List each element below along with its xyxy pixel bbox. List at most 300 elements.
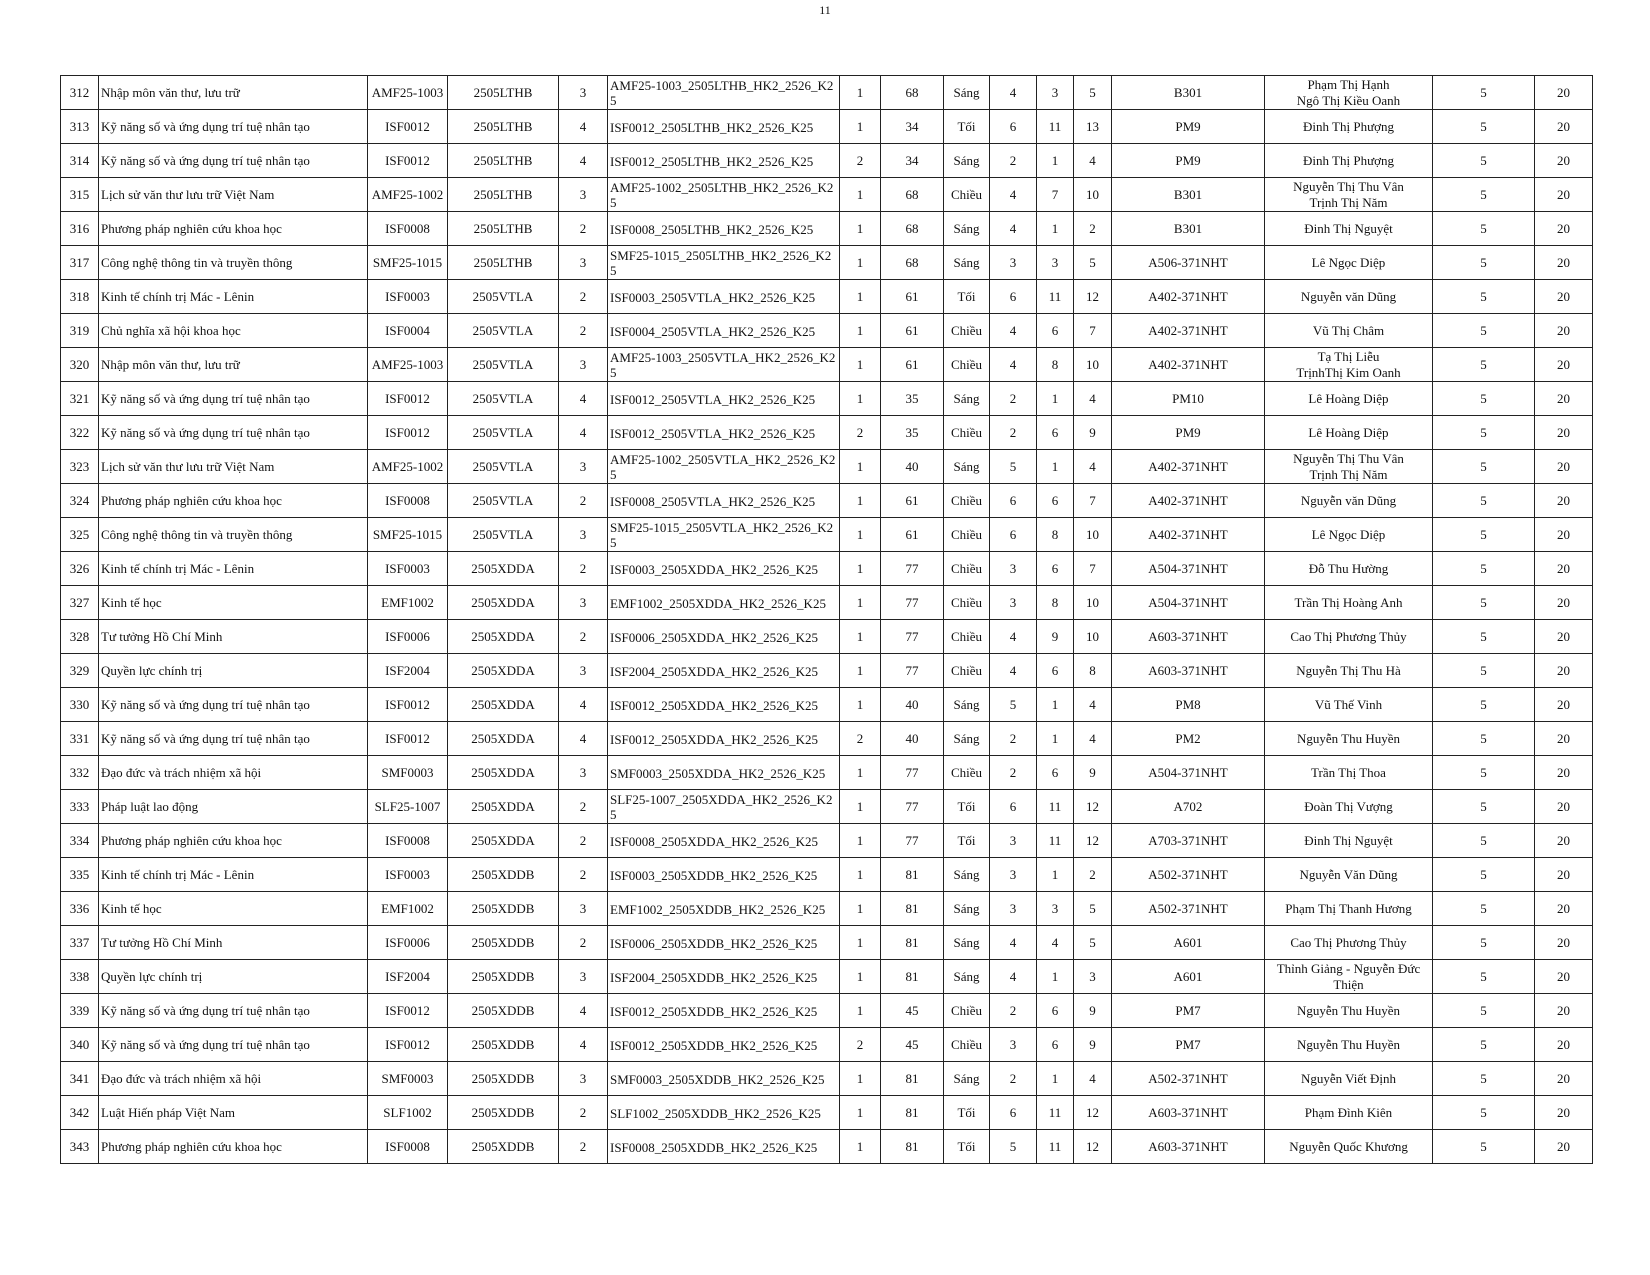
week-start-cell: 5	[1433, 892, 1535, 926]
start-period-cell: 6	[1037, 314, 1074, 348]
session-cell: Chiều	[944, 348, 990, 382]
lecturer-cell: Cao Thị Phương Thủy	[1265, 926, 1433, 960]
table-row	[61, 722, 1593, 756]
section-code-cell: ISF0012_2505VTLA_HK2_2526_K25	[608, 416, 840, 450]
week-start-cell: 5	[1433, 620, 1535, 654]
week-start-cell: 5	[1433, 348, 1535, 382]
week-end-cell: 20	[1535, 960, 1593, 994]
row-number-cell: 315	[61, 178, 99, 212]
lecturer-cell: Tạ Thị Liễu TrịnhThị Kim Oanh	[1265, 348, 1433, 382]
student-count-cell: 81	[881, 1130, 944, 1164]
end-period-cell: 3	[1074, 960, 1112, 994]
row-number-cell: 335	[61, 858, 99, 892]
start-period-cell: 11	[1037, 1130, 1074, 1164]
start-period-cell: 6	[1037, 552, 1074, 586]
end-period-cell: 12	[1074, 824, 1112, 858]
class-code-cell: 2505VTLA	[448, 518, 559, 552]
course-name-cell: Nhập môn văn thư, lưu trữ	[99, 348, 368, 382]
week-end-cell: 20	[1535, 892, 1593, 926]
student-count-cell: 81	[881, 892, 944, 926]
week-end-cell: 20	[1535, 858, 1593, 892]
week-start-cell: 5	[1433, 314, 1535, 348]
table-row	[61, 110, 1593, 144]
room-cell: A502-371NHT	[1112, 892, 1265, 926]
group-cell: 1	[840, 756, 881, 790]
course-name-cell: Quyền lực chính trị	[99, 960, 368, 994]
week-end-cell: 20	[1535, 586, 1593, 620]
end-period-cell: 9	[1074, 756, 1112, 790]
table-row	[61, 280, 1593, 314]
lecturer-cell: Nguyễn Thu Huyền	[1265, 994, 1433, 1028]
start-period-cell: 7	[1037, 178, 1074, 212]
group-cell: 2	[840, 722, 881, 756]
week-start-cell: 5	[1433, 586, 1535, 620]
end-period-cell: 9	[1074, 1028, 1112, 1062]
class-code-cell: 2505XDDB	[448, 1130, 559, 1164]
session-cell: Chiều	[944, 518, 990, 552]
week-start-cell: 5	[1433, 144, 1535, 178]
section-code-cell: SMF25-1015_2505LTHB_HK2_2526_K25	[608, 246, 840, 280]
end-period-cell: 7	[1074, 314, 1112, 348]
start-period-cell: 1	[1037, 382, 1074, 416]
credits-cell: 3	[559, 450, 608, 484]
section-code-cell: ISF0003_2505XDDB_HK2_2526_K25	[608, 858, 840, 892]
lecturer-cell: Thỉnh Giảng - Nguyễn Đức Thiện	[1265, 960, 1433, 994]
week-end-cell: 20	[1535, 144, 1593, 178]
start-period-cell: 1	[1037, 450, 1074, 484]
student-count-cell: 81	[881, 1096, 944, 1130]
session-cell: Tối	[944, 1130, 990, 1164]
weekday-cell: 4	[990, 654, 1037, 688]
row-number-cell: 326	[61, 552, 99, 586]
weekday-cell: 3	[990, 552, 1037, 586]
lecturer-cell: Trần Thị Thoa	[1265, 756, 1433, 790]
lecturer-cell: Vũ Thị Châm	[1265, 314, 1433, 348]
row-number-cell: 325	[61, 518, 99, 552]
room-cell: PM10	[1112, 382, 1265, 416]
section-code-cell: SMF0003_2505XDDB_HK2_2526_K25	[608, 1062, 840, 1096]
end-period-cell: 4	[1074, 382, 1112, 416]
group-cell: 1	[840, 280, 881, 314]
course-code-cell: ISF0004	[368, 314, 448, 348]
end-period-cell: 13	[1074, 110, 1112, 144]
weekday-cell: 2	[990, 756, 1037, 790]
credits-cell: 4	[559, 1028, 608, 1062]
student-count-cell: 68	[881, 76, 944, 110]
course-name-cell: Phương pháp nghiên cứu khoa học	[99, 1130, 368, 1164]
group-cell: 1	[840, 1062, 881, 1096]
weekday-cell: 4	[990, 620, 1037, 654]
start-period-cell: 6	[1037, 1028, 1074, 1062]
class-code-cell: 2505VTLA	[448, 280, 559, 314]
session-cell: Chiều	[944, 314, 990, 348]
class-code-cell: 2505VTLA	[448, 416, 559, 450]
end-period-cell: 8	[1074, 654, 1112, 688]
start-period-cell: 6	[1037, 484, 1074, 518]
group-cell: 1	[840, 926, 881, 960]
course-code-cell: ISF0012	[368, 110, 448, 144]
row-number-cell: 333	[61, 790, 99, 824]
start-period-cell: 11	[1037, 824, 1074, 858]
table-row	[61, 314, 1593, 348]
course-name-cell: Lịch sử văn thư lưu trữ Việt Nam	[99, 450, 368, 484]
credits-cell: 4	[559, 416, 608, 450]
group-cell: 1	[840, 518, 881, 552]
class-code-cell: 2505XDDA	[448, 688, 559, 722]
session-cell: Chiều	[944, 484, 990, 518]
course-name-cell: Quyền lực chính trị	[99, 654, 368, 688]
section-code-cell: AMF25-1002_2505VTLA_HK2_2526_K25	[608, 450, 840, 484]
lecturer-cell: Nguyễn văn Dũng	[1265, 484, 1433, 518]
end-period-cell: 7	[1074, 552, 1112, 586]
student-count-cell: 68	[881, 178, 944, 212]
table-row	[61, 994, 1593, 1028]
course-name-cell: Luật Hiến pháp Việt Nam	[99, 1096, 368, 1130]
course-name-cell: Tư tưởng Hồ Chí Minh	[99, 620, 368, 654]
session-cell: Sáng	[944, 76, 990, 110]
section-code-cell: ISF0008_2505VTLA_HK2_2526_K25	[608, 484, 840, 518]
group-cell: 1	[840, 348, 881, 382]
weekday-cell: 5	[990, 1130, 1037, 1164]
group-cell: 1	[840, 76, 881, 110]
course-name-cell: Công nghệ thông tin và truyền thông	[99, 246, 368, 280]
course-code-cell: AMF25-1003	[368, 348, 448, 382]
course-code-cell: ISF0003	[368, 280, 448, 314]
lecturer-cell: Đỗ Thu Hường	[1265, 552, 1433, 586]
room-cell: B301	[1112, 212, 1265, 246]
week-end-cell: 20	[1535, 926, 1593, 960]
table-row	[61, 178, 1593, 212]
week-start-cell: 5	[1433, 722, 1535, 756]
room-cell: A402-371NHT	[1112, 280, 1265, 314]
row-number-cell: 327	[61, 586, 99, 620]
section-code-cell: AMF25-1002_2505LTHB_HK2_2526_K25	[608, 178, 840, 212]
week-end-cell: 20	[1535, 790, 1593, 824]
credits-cell: 3	[559, 518, 608, 552]
week-end-cell: 20	[1535, 552, 1593, 586]
course-code-cell: ISF0012	[368, 144, 448, 178]
weekday-cell: 3	[990, 246, 1037, 280]
table-row	[61, 858, 1593, 892]
class-code-cell: 2505XDDA	[448, 756, 559, 790]
class-code-cell: 2505LTHB	[448, 76, 559, 110]
room-cell: A601	[1112, 960, 1265, 994]
lecturer-cell: Cao Thị Phương Thủy	[1265, 620, 1433, 654]
class-code-cell: 2505VTLA	[448, 348, 559, 382]
group-cell: 2	[840, 144, 881, 178]
class-code-cell: 2505XDDA	[448, 824, 559, 858]
room-cell: B301	[1112, 76, 1265, 110]
section-code-cell: ISF0003_2505VTLA_HK2_2526_K25	[608, 280, 840, 314]
table-row	[61, 518, 1593, 552]
section-code-cell: ISF0012_2505XDDB_HK2_2526_K25	[608, 994, 840, 1028]
credits-cell: 3	[559, 654, 608, 688]
week-end-cell: 20	[1535, 178, 1593, 212]
start-period-cell: 11	[1037, 110, 1074, 144]
week-end-cell: 20	[1535, 450, 1593, 484]
week-start-cell: 5	[1433, 382, 1535, 416]
end-period-cell: 5	[1074, 246, 1112, 280]
class-code-cell: 2505XDDB	[448, 926, 559, 960]
week-start-cell: 5	[1433, 926, 1535, 960]
room-cell: A402-371NHT	[1112, 314, 1265, 348]
course-code-cell: ISF0012	[368, 1028, 448, 1062]
student-count-cell: 61	[881, 348, 944, 382]
student-count-cell: 68	[881, 246, 944, 280]
group-cell: 1	[840, 824, 881, 858]
course-code-cell: ISF0012	[368, 416, 448, 450]
week-start-cell: 5	[1433, 280, 1535, 314]
credits-cell: 2	[559, 824, 608, 858]
student-count-cell: 35	[881, 382, 944, 416]
weekday-cell: 3	[990, 824, 1037, 858]
session-cell: Tối	[944, 280, 990, 314]
course-code-cell: SMF0003	[368, 756, 448, 790]
week-end-cell: 20	[1535, 1028, 1593, 1062]
weekday-cell: 3	[990, 586, 1037, 620]
row-number-cell: 314	[61, 144, 99, 178]
room-cell: A504-371NHT	[1112, 756, 1265, 790]
class-code-cell: 2505XDDA	[448, 654, 559, 688]
end-period-cell: 10	[1074, 348, 1112, 382]
group-cell: 1	[840, 178, 881, 212]
student-count-cell: 81	[881, 858, 944, 892]
row-number-cell: 323	[61, 450, 99, 484]
end-period-cell: 10	[1074, 586, 1112, 620]
lecturer-cell: Lê Hoàng Diệp	[1265, 416, 1433, 450]
row-number-cell: 338	[61, 960, 99, 994]
session-cell: Chiều	[944, 178, 990, 212]
row-number-cell: 321	[61, 382, 99, 416]
section-code-cell: ISF0012_2505XDDB_HK2_2526_K25	[608, 1028, 840, 1062]
group-cell: 1	[840, 654, 881, 688]
class-code-cell: 2505XDDB	[448, 858, 559, 892]
week-end-cell: 20	[1535, 110, 1593, 144]
lecturer-cell: Nguyễn văn Dũng	[1265, 280, 1433, 314]
course-code-cell: AMF25-1002	[368, 450, 448, 484]
row-number-cell: 320	[61, 348, 99, 382]
student-count-cell: 40	[881, 450, 944, 484]
section-code-cell: ISF0004_2505VTLA_HK2_2526_K25	[608, 314, 840, 348]
room-cell: A402-371NHT	[1112, 450, 1265, 484]
row-number-cell: 341	[61, 1062, 99, 1096]
row-number-cell: 322	[61, 416, 99, 450]
session-cell: Chiều	[944, 994, 990, 1028]
room-cell: PM9	[1112, 416, 1265, 450]
end-period-cell: 4	[1074, 450, 1112, 484]
weekday-cell: 2	[990, 144, 1037, 178]
row-number-cell: 339	[61, 994, 99, 1028]
room-cell: A603-371NHT	[1112, 1130, 1265, 1164]
course-name-cell: Kỹ năng số và ứng dụng trí tuệ nhân tạo	[99, 688, 368, 722]
week-start-cell: 5	[1433, 824, 1535, 858]
table-row	[61, 620, 1593, 654]
group-cell: 1	[840, 790, 881, 824]
end-period-cell: 9	[1074, 994, 1112, 1028]
credits-cell: 2	[559, 926, 608, 960]
course-code-cell: ISF0008	[368, 1130, 448, 1164]
row-number-cell: 313	[61, 110, 99, 144]
week-start-cell: 5	[1433, 1062, 1535, 1096]
student-count-cell: 61	[881, 314, 944, 348]
weekday-cell: 5	[990, 688, 1037, 722]
end-period-cell: 5	[1074, 892, 1112, 926]
end-period-cell: 4	[1074, 144, 1112, 178]
section-code-cell: ISF0012_2505LTHB_HK2_2526_K25	[608, 144, 840, 178]
start-period-cell: 3	[1037, 892, 1074, 926]
session-cell: Sáng	[944, 450, 990, 484]
room-cell: A504-371NHT	[1112, 552, 1265, 586]
end-period-cell: 2	[1074, 212, 1112, 246]
week-end-cell: 20	[1535, 484, 1593, 518]
session-cell: Chiều	[944, 654, 990, 688]
row-number-cell: 331	[61, 722, 99, 756]
end-period-cell: 12	[1074, 790, 1112, 824]
course-code-cell: ISF0008	[368, 484, 448, 518]
course-code-cell: ISF0008	[368, 824, 448, 858]
course-code-cell: ISF2004	[368, 654, 448, 688]
room-cell: A703-371NHT	[1112, 824, 1265, 858]
lecturer-cell: Nguyễn Thị Thu Vân Trịnh Thị Năm	[1265, 450, 1433, 484]
row-number-cell: 332	[61, 756, 99, 790]
week-start-cell: 5	[1433, 518, 1535, 552]
weekday-cell: 2	[990, 382, 1037, 416]
session-cell: Sáng	[944, 960, 990, 994]
credits-cell: 3	[559, 348, 608, 382]
table-row	[61, 1062, 1593, 1096]
course-name-cell: Phương pháp nghiên cứu khoa học	[99, 484, 368, 518]
row-number-cell: 318	[61, 280, 99, 314]
course-name-cell: Phương pháp nghiên cứu khoa học	[99, 212, 368, 246]
credits-cell: 3	[559, 586, 608, 620]
week-end-cell: 20	[1535, 688, 1593, 722]
row-number-cell: 319	[61, 314, 99, 348]
start-period-cell: 1	[1037, 722, 1074, 756]
table-row	[61, 484, 1593, 518]
group-cell: 1	[840, 1096, 881, 1130]
course-name-cell: Kinh tế chính trị Mác - Lênin	[99, 280, 368, 314]
start-period-cell: 6	[1037, 756, 1074, 790]
table-row	[61, 926, 1593, 960]
section-code-cell: SMF25-1015_2505VTLA_HK2_2526_K25	[608, 518, 840, 552]
session-cell: Chiều	[944, 552, 990, 586]
start-period-cell: 8	[1037, 518, 1074, 552]
week-end-cell: 20	[1535, 382, 1593, 416]
start-period-cell: 6	[1037, 994, 1074, 1028]
week-end-cell: 20	[1535, 756, 1593, 790]
week-start-cell: 5	[1433, 246, 1535, 280]
class-code-cell: 2505VTLA	[448, 382, 559, 416]
table-row	[61, 756, 1593, 790]
week-start-cell: 5	[1433, 654, 1535, 688]
session-cell: Tối	[944, 110, 990, 144]
weekday-cell: 6	[990, 518, 1037, 552]
class-code-cell: 2505XDDA	[448, 552, 559, 586]
table-body	[61, 76, 1593, 1164]
course-name-cell: Nhập môn văn thư, lưu trữ	[99, 76, 368, 110]
start-period-cell: 11	[1037, 1096, 1074, 1130]
row-number-cell: 328	[61, 620, 99, 654]
week-start-cell: 5	[1433, 552, 1535, 586]
row-number-cell: 337	[61, 926, 99, 960]
class-code-cell: 2505LTHB	[448, 178, 559, 212]
course-name-cell: Chủ nghĩa xã hội khoa học	[99, 314, 368, 348]
section-code-cell: ISF0012_2505VTLA_HK2_2526_K25	[608, 382, 840, 416]
room-cell: PM9	[1112, 110, 1265, 144]
credits-cell: 4	[559, 994, 608, 1028]
row-number-cell: 316	[61, 212, 99, 246]
lecturer-cell: Lê Hoàng Diệp	[1265, 382, 1433, 416]
course-name-cell: Kỹ năng số và ứng dụng trí tuệ nhân tạo	[99, 994, 368, 1028]
start-period-cell: 1	[1037, 858, 1074, 892]
course-code-cell: ISF0003	[368, 858, 448, 892]
week-end-cell: 20	[1535, 518, 1593, 552]
room-cell: A502-371NHT	[1112, 1062, 1265, 1096]
room-cell: PM8	[1112, 688, 1265, 722]
course-code-cell: ISF0012	[368, 688, 448, 722]
week-end-cell: 20	[1535, 824, 1593, 858]
week-start-cell: 5	[1433, 110, 1535, 144]
credits-cell: 3	[559, 756, 608, 790]
course-code-cell: EMF1002	[368, 586, 448, 620]
section-code-cell: ISF2004_2505XDDB_HK2_2526_K25	[608, 960, 840, 994]
class-code-cell: 2505XDDB	[448, 892, 559, 926]
course-code-cell: ISF0012	[368, 722, 448, 756]
room-cell: A402-371NHT	[1112, 518, 1265, 552]
course-code-cell: ISF0012	[368, 382, 448, 416]
student-count-cell: 45	[881, 1028, 944, 1062]
week-end-cell: 20	[1535, 246, 1593, 280]
credits-cell: 3	[559, 960, 608, 994]
end-period-cell: 7	[1074, 484, 1112, 518]
class-code-cell: 2505XDDB	[448, 1096, 559, 1130]
class-code-cell: 2505XDDB	[448, 960, 559, 994]
lecturer-cell: Lê Ngọc Diệp	[1265, 518, 1433, 552]
group-cell: 1	[840, 994, 881, 1028]
session-cell: Sáng	[944, 382, 990, 416]
class-code-cell: 2505XDDA	[448, 586, 559, 620]
row-number-cell: 329	[61, 654, 99, 688]
lecturer-cell: Nguyễn Thu Huyền	[1265, 722, 1433, 756]
end-period-cell: 10	[1074, 518, 1112, 552]
class-code-cell: 2505XDDA	[448, 620, 559, 654]
lecturer-cell: Phạm Đình Kiên	[1265, 1096, 1433, 1130]
table-row	[61, 688, 1593, 722]
course-name-cell: Kinh tế học	[99, 892, 368, 926]
week-end-cell: 20	[1535, 722, 1593, 756]
class-code-cell: 2505VTLA	[448, 314, 559, 348]
course-name-cell: Phương pháp nghiên cứu khoa học	[99, 824, 368, 858]
credits-cell: 2	[559, 1130, 608, 1164]
student-count-cell: 77	[881, 756, 944, 790]
table-row	[61, 824, 1593, 858]
table-row	[61, 76, 1593, 110]
student-count-cell: 81	[881, 1062, 944, 1096]
week-end-cell: 20	[1535, 1062, 1593, 1096]
class-code-cell: 2505XDDB	[448, 1028, 559, 1062]
session-cell: Sáng	[944, 858, 990, 892]
credits-cell: 2	[559, 484, 608, 518]
credits-cell: 2	[559, 858, 608, 892]
week-end-cell: 20	[1535, 348, 1593, 382]
start-period-cell: 4	[1037, 926, 1074, 960]
course-code-cell: AMF25-1002	[368, 178, 448, 212]
start-period-cell: 1	[1037, 1062, 1074, 1096]
room-cell: A601	[1112, 926, 1265, 960]
row-number-cell: 340	[61, 1028, 99, 1062]
student-count-cell: 61	[881, 518, 944, 552]
course-name-cell: Kỹ năng số và ứng dụng trí tuệ nhân tạo	[99, 382, 368, 416]
